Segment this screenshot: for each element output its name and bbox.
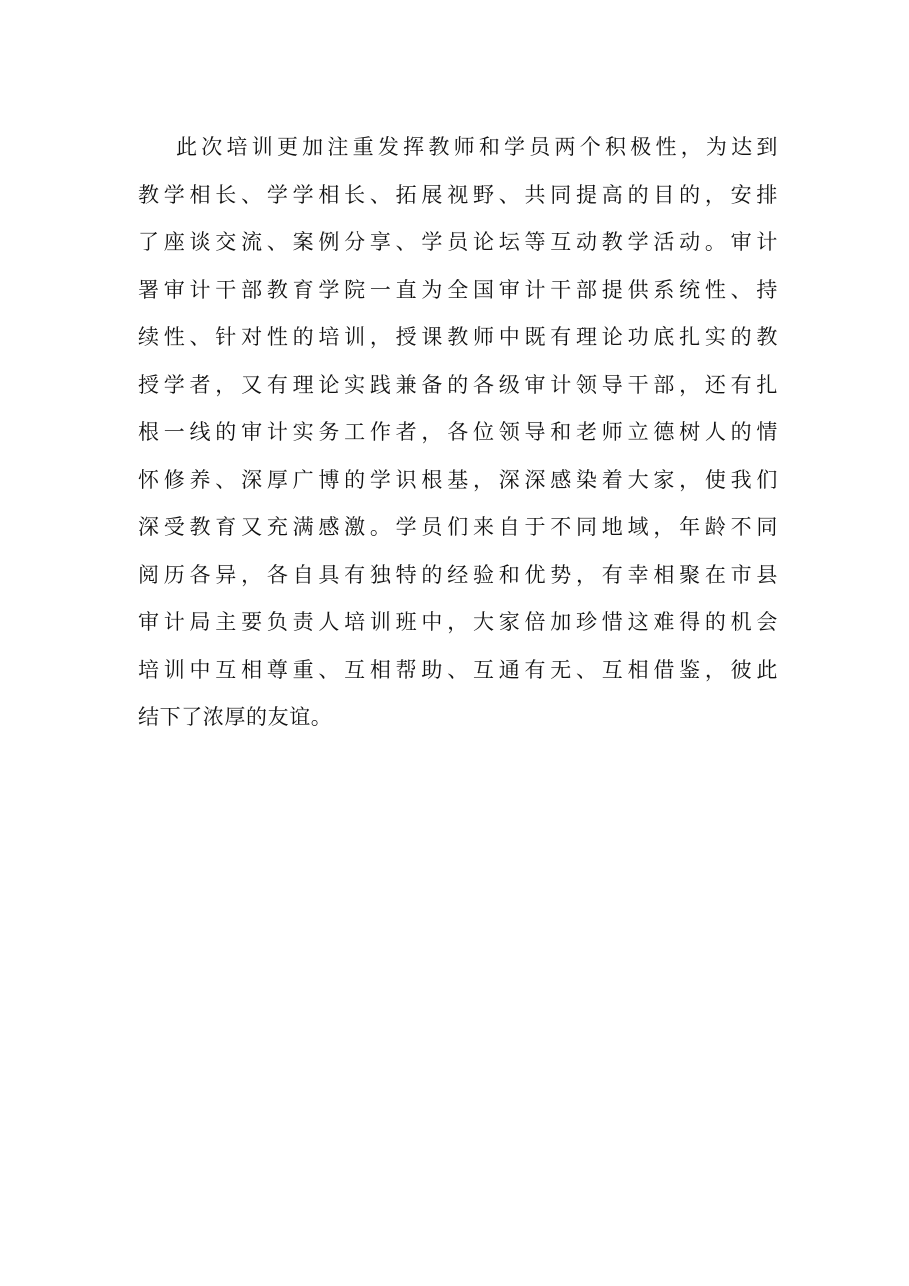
body-paragraph xyxy=(138,124,778,742)
paragraph-line: 续性、针对性的培训，授课教师中既有理论功底扎实的教 xyxy=(138,325,778,349)
paragraph-line: 结下了浓厚的友谊。 xyxy=(138,705,333,729)
paragraph-line: 根一线的审计实务工作者，各位领导和老师立德树人的情 xyxy=(138,420,778,444)
paragraph-line: 教学相长、学学相长、拓展视野、共同提高的目的，安排 xyxy=(138,182,778,207)
paragraph-line: 审计局主要负责人培训班中，大家倍加珍惜这难得的机会 xyxy=(138,610,778,634)
paragraph-line: 授学者，又有理论实践兼备的各级审计领导干部，还有扎 xyxy=(138,372,778,397)
paragraph-line: 阅历各异，各自具有独特的经验和优势，有幸相聚在市县 xyxy=(138,562,778,587)
paragraph-line: 培训中互相尊重、互相帮助、互通有无、互相借鉴，彼此 xyxy=(138,657,778,682)
paragraph-line: 署审计干部教育学院一直为全国审计干部提供系统性、持 xyxy=(138,277,778,302)
paragraph-line: 了座谈交流、案例分享、学员论坛等互动教学活动。审计 xyxy=(138,230,778,254)
paragraph-line: 此次培训更加注重发挥教师和学员两个积极性，为达到 xyxy=(176,135,778,159)
paragraph-line: 深受教育又充满感激。学员们来自于不同地域，年龄不同 xyxy=(138,515,778,539)
paragraph-line: 怀修养、深厚广博的学识根基，深深感染着大家，使我们 xyxy=(138,467,778,492)
